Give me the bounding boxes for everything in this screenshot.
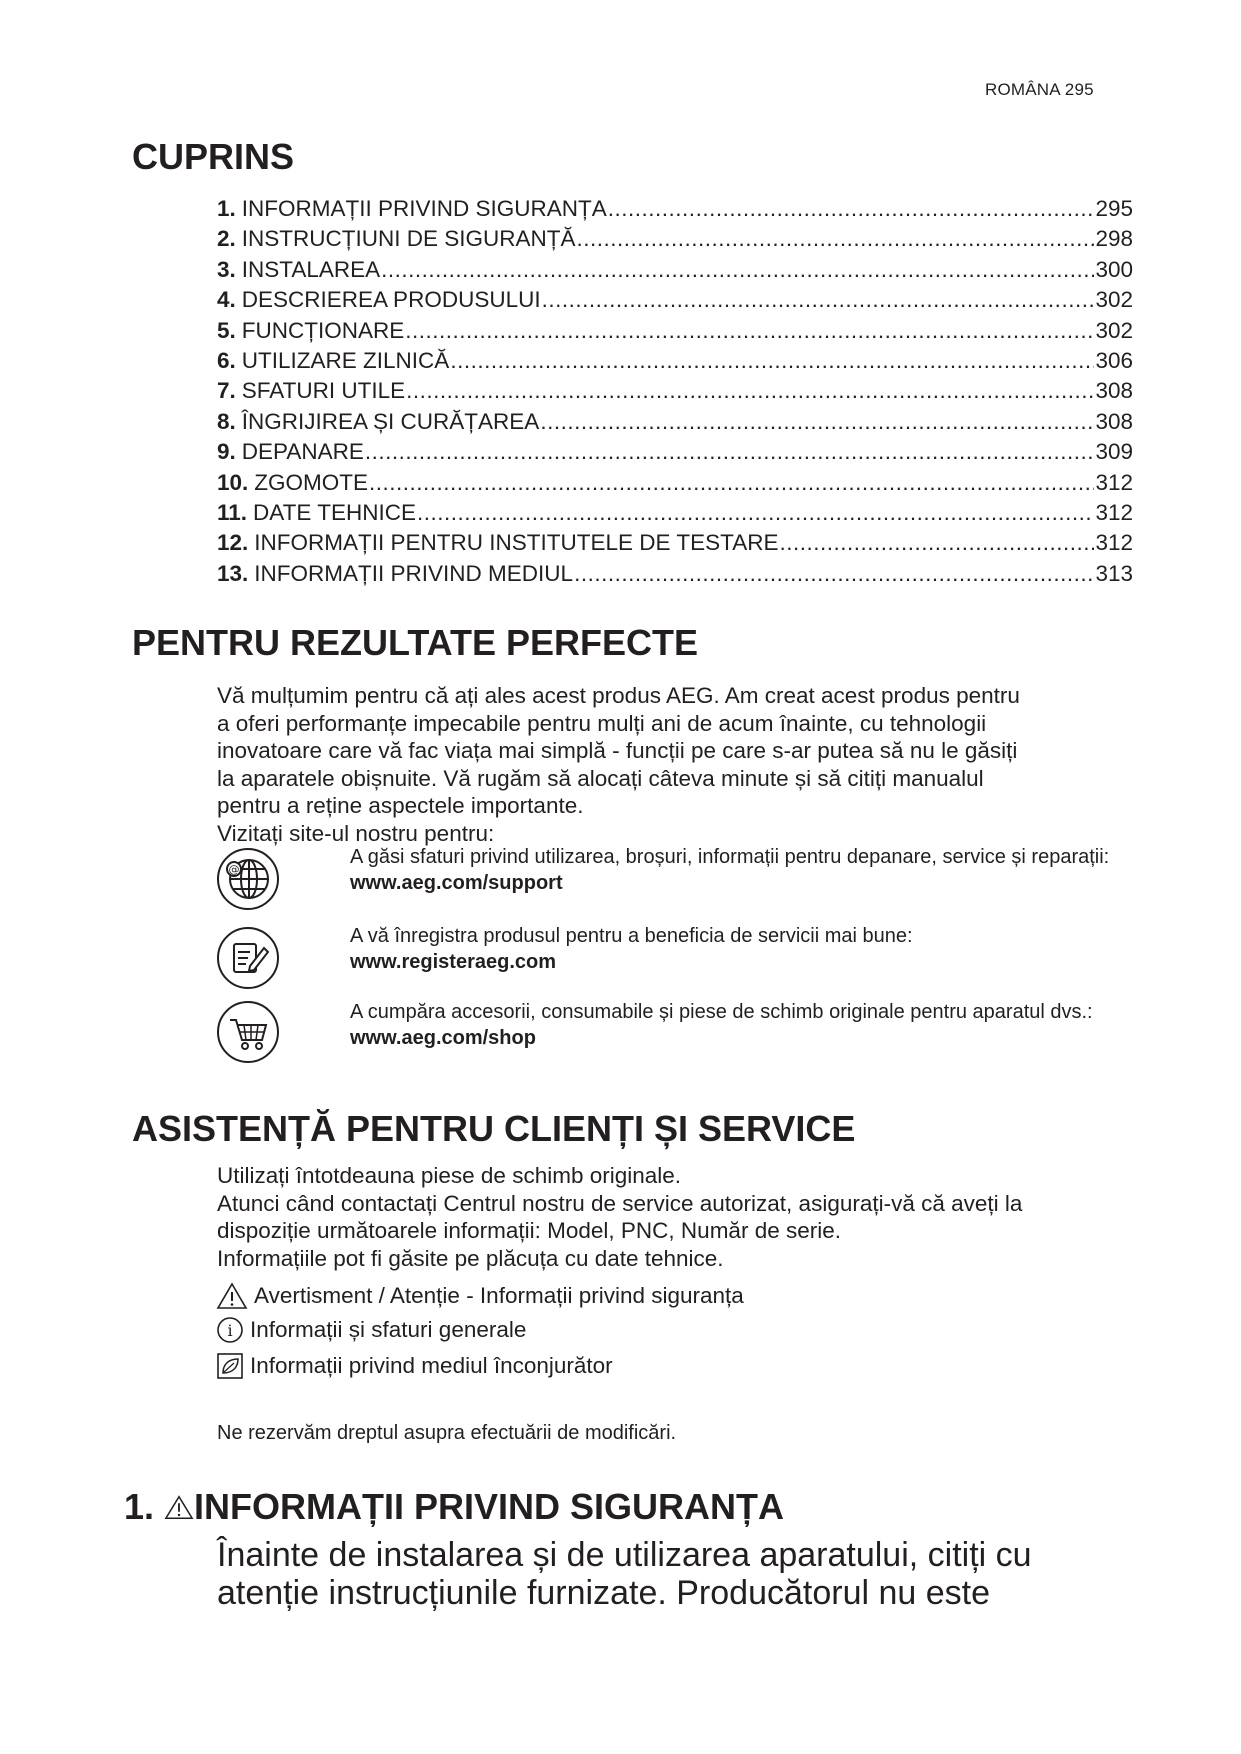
page-header-label: ROMÂNA 295 — [985, 80, 1094, 99]
toc-dot-leader — [406, 378, 1094, 404]
toc-dot-leader — [405, 318, 1094, 344]
text-line: Informațiile pot fi găsite pe plăcuța cu date tehnice. — [217, 1245, 724, 1271]
toc-entry[interactable] — [217, 226, 1133, 256]
legend-item-environment — [216, 1352, 613, 1380]
toc-number: 2. — [217, 226, 236, 252]
text-line: inovatoare care vă fac viața mai simplă - funcții pe care s-ar putea să nu le găsiți — [217, 738, 1018, 764]
toc-page-number: 308 — [1095, 408, 1133, 434]
register-icon — [216, 926, 280, 990]
section-title-text: INFORMAȚII PRIVIND SIGURANȚA — [194, 1486, 785, 1527]
section-number: 1. — [124, 1486, 155, 1527]
text-line: atenție instrucțiunile furnizate. Producătorul nu este — [217, 1574, 991, 1612]
toc-number: 10. — [217, 469, 249, 495]
text-line: Vă mulțumim pentru că ați ales acest produs AEG. Am creat acest produs pentru — [217, 683, 1020, 708]
support-link[interactable]: www.aeg.com/support — [350, 872, 563, 894]
toc-dot-leader — [608, 196, 1095, 222]
legend-text: Informații privind mediul înconjurător — [250, 1353, 613, 1378]
toc-page-number: 313 — [1095, 560, 1133, 586]
toc-entry[interactable] — [217, 409, 1133, 439]
toc-page-number: 298 — [1095, 226, 1133, 252]
toc-dot-leader — [369, 470, 1094, 496]
perfect-results-title: PENTRU REZULTATE PERFECTE — [132, 622, 698, 663]
toc-page-number: 309 — [1095, 439, 1133, 465]
customer-service-title: ASISTENȚĂ PENTRU CLIENȚI ȘI SERVICE — [132, 1108, 856, 1149]
toc-entry[interactable] — [217, 470, 1133, 500]
table-of-contents — [217, 196, 1133, 591]
toc-entry[interactable] — [217, 500, 1133, 530]
toc-number: 4. — [217, 287, 236, 313]
support-link[interactable]: www.registeraeg.com — [350, 951, 556, 973]
toc-label: INSTRUCȚIUNI DE SIGURANȚĂ — [241, 226, 576, 252]
toc-label: DESCRIEREA PRODUSULUI — [241, 287, 541, 313]
info-icon — [216, 1316, 244, 1344]
legend-item-warning — [216, 1282, 744, 1310]
toc-page-number: 302 — [1095, 317, 1133, 343]
toc-entry[interactable] — [217, 561, 1133, 591]
toc-title: CUPRINS — [132, 136, 295, 177]
toc-number: 13. — [217, 560, 249, 586]
toc-page-number: 312 — [1095, 530, 1133, 556]
toc-label: INSTALAREA — [241, 256, 381, 282]
toc-label: UTILIZARE ZILNICĂ — [241, 347, 450, 373]
legend-text: Avertisment / Atenție - Informații privind siguranța — [254, 1283, 744, 1308]
support-description: A vă înregistra produsul pentru a beneficia de servicii mai bune: — [350, 925, 913, 947]
toc-page-number: 308 — [1095, 378, 1133, 404]
support-description: A găsi sfaturi privind utilizarea, broșuri, informații pentru depanare, service și reparații: — [350, 846, 1110, 868]
toc-entry[interactable] — [217, 257, 1133, 287]
text-line: la aparatele obișnuite. Vă rugăm să alocați câteva minute și să citiți manualul — [217, 765, 984, 791]
toc-label: DEPANARE — [241, 439, 364, 465]
toc-dot-leader — [450, 348, 1094, 374]
toc-dot-leader — [417, 500, 1094, 526]
toc-page-number: 306 — [1095, 347, 1133, 373]
toc-number: 7. — [217, 378, 236, 404]
toc-entry[interactable] — [217, 196, 1133, 226]
perfect-results-text — [217, 682, 1137, 848]
text-line: Utilizați întotdeauna piese de schimb originale. — [217, 1163, 682, 1188]
toc-page-number: 295 — [1095, 196, 1133, 221]
support-item-text — [350, 844, 1130, 896]
toc-label: ÎNGRIJIREA ȘI CURĂȚAREA — [241, 408, 540, 434]
toc-page-number: 300 — [1095, 256, 1133, 282]
toc-dot-leader — [780, 530, 1095, 556]
text-line: a oferi performanțe impecabile pentru mulți ani de acum înainte, cu tehnologii — [217, 710, 987, 736]
toc-number: 8. — [217, 408, 236, 434]
toc-page-number: 312 — [1095, 469, 1133, 495]
safety-section-title — [124, 1486, 784, 1528]
toc-entry[interactable] — [217, 318, 1133, 348]
toc-page-number: 302 — [1095, 287, 1133, 313]
text-line: pentru a reține aspectele importante. — [217, 793, 584, 819]
toc-label: INFORMAȚII PENTRU INSTITUTELE DE TESTARE — [254, 530, 779, 556]
toc-dot-leader — [540, 409, 1094, 435]
toc-label: INFORMAȚII PRIVIND MEDIUL — [254, 560, 574, 586]
toc-dot-leader — [574, 561, 1094, 587]
toc-number: 1. — [217, 196, 236, 221]
support-description: A cumpăra accesorii, consumabile și piese de schimb originale pentru aparatul dvs.: — [350, 1001, 1093, 1023]
text-line: Atunci când contactați Centrul nostru de service autorizat, asigurați-vă că aveți la — [217, 1190, 1023, 1216]
globe-icon — [216, 847, 280, 911]
toc-label: DATE TEHNICE — [253, 499, 416, 525]
toc-entry[interactable] — [217, 348, 1133, 378]
toc-entry[interactable] — [217, 378, 1133, 408]
support-link[interactable]: www.aeg.com/shop — [350, 1027, 536, 1049]
toc-label: SFATURI UTILE — [241, 378, 406, 404]
toc-number: 5. — [217, 317, 236, 343]
cart-icon — [216, 1000, 280, 1064]
toc-entry[interactable] — [217, 530, 1133, 560]
toc-dot-leader — [577, 226, 1095, 252]
toc-dot-leader — [542, 287, 1095, 313]
toc-number: 9. — [217, 439, 236, 465]
toc-number: 6. — [217, 347, 236, 373]
text-line: Înainte de instalarea și de utilizarea aparatului, citiți cu — [217, 1536, 1032, 1574]
toc-dot-leader — [381, 257, 1094, 283]
legend-item-info — [216, 1316, 526, 1344]
toc-number: 11. — [217, 499, 248, 525]
environment-icon — [216, 1352, 244, 1380]
toc-label: ZGOMOTE — [254, 469, 369, 495]
toc-page-number: 312 — [1095, 499, 1133, 525]
toc-entry[interactable] — [217, 439, 1133, 469]
toc-label: FUNCȚIONARE — [241, 317, 405, 343]
warning-icon — [164, 1493, 194, 1521]
disclaimer-text: Ne rezervăm dreptul asupra efectuării de modificări. — [217, 1422, 677, 1444]
svg-text:@: @ — [228, 863, 240, 876]
customer-service-text — [217, 1162, 1137, 1272]
toc-entry[interactable] — [217, 287, 1133, 317]
toc-number: 3. — [217, 256, 236, 282]
warning-icon — [216, 1282, 248, 1310]
safety-intro-text — [217, 1536, 1137, 1612]
svg-text:i: i — [227, 1321, 233, 1340]
toc-dot-leader — [365, 439, 1095, 465]
support-item-text — [350, 923, 1130, 975]
toc-number: 12. — [217, 530, 249, 556]
support-item-text — [350, 999, 1130, 1051]
text-line: dispoziție următoarele informații: Model, PNC, Număr de serie. — [217, 1218, 841, 1244]
toc-label: INFORMAȚII PRIVIND SIGURANȚA — [241, 196, 607, 221]
legend-text: Informații și sfaturi generale — [250, 1317, 527, 1342]
text-line: Vizitați site-ul nostru pentru: — [217, 820, 495, 846]
